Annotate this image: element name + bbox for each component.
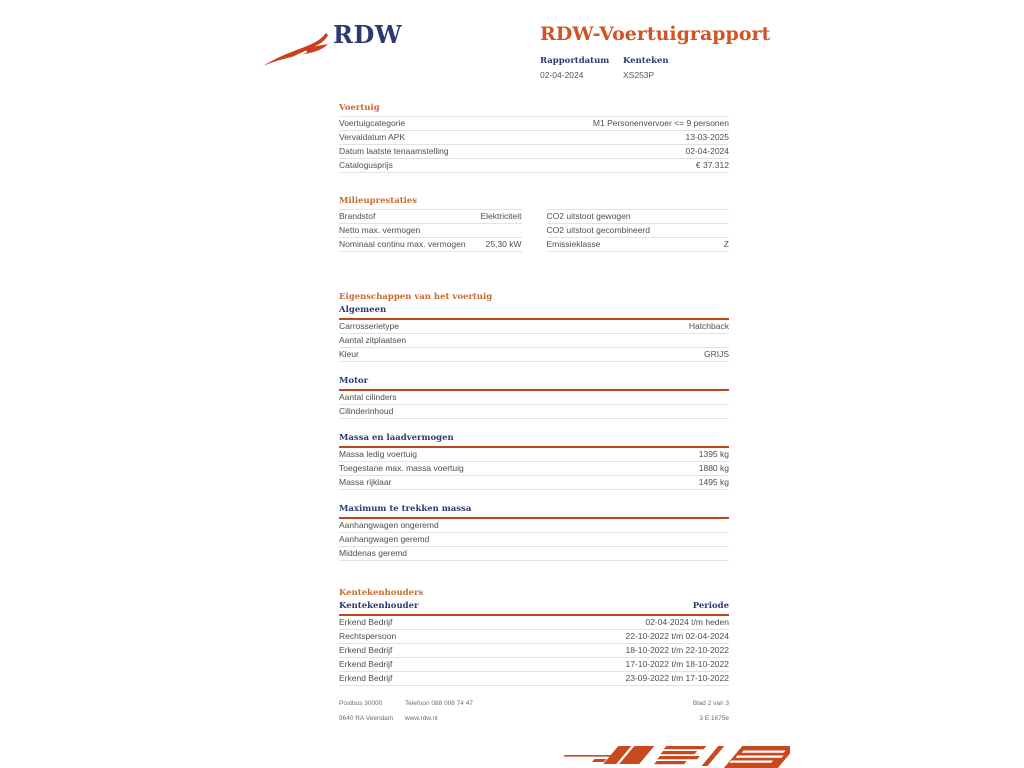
report-title: RDW-Voertuigrapport <box>540 23 771 45</box>
row-label: Vervaldatum APK <box>339 132 406 142</box>
table-row <box>339 117 729 131</box>
row-label: Kleur <box>339 349 359 359</box>
column-header-periode: Periode <box>692 601 729 611</box>
holder-periode: 02-04-2024 t/m heden <box>645 617 729 627</box>
row-label: Aantal cilinders <box>339 392 397 402</box>
section-milieuprestaties <box>339 196 729 252</box>
report-date-label: Rapportdatum <box>540 56 610 66</box>
table-row <box>339 533 729 547</box>
row-value: 02-04-2024 <box>685 146 729 156</box>
row-value: GRIJS <box>703 349 729 359</box>
milieu-left-table <box>339 209 522 252</box>
row-label: Emissieklasse <box>546 239 601 249</box>
kentekenhouders-table <box>339 616 729 686</box>
table-row <box>339 348 729 362</box>
table-row <box>339 476 729 490</box>
holder-name: Erkend Bedrijf <box>339 617 393 627</box>
report-date <box>540 56 623 80</box>
row-label: Catalogusprijs <box>339 160 393 170</box>
footer-row <box>339 700 729 707</box>
table-row <box>339 616 729 630</box>
footer-page-indicator: Blad 2 van 3 <box>692 700 729 707</box>
row-value: € 37.312 <box>695 160 729 170</box>
row-label: CO2 uitstoot gecombineerd <box>546 225 650 235</box>
milieu-columns <box>339 209 729 252</box>
holder-name: Erkend Bedrijf <box>339 659 393 669</box>
subsection-massa <box>339 433 729 490</box>
table-row <box>547 224 730 238</box>
row-label: Massa rijklaar <box>339 477 392 487</box>
holder-periode: 17-10-2022 t/m 18-10-2022 <box>625 659 729 669</box>
row-label: Massa ledig voertuig <box>339 449 417 459</box>
license-plate-label: Kenteken <box>623 56 669 66</box>
holder-periode: 23-09-2022 t/m 17-10-2022 <box>625 673 729 683</box>
row-label: Voertuigcategorie <box>339 118 406 128</box>
row-label: Netto max. vermogen <box>339 225 421 235</box>
column-header-kentekenhouder: Kentekenhouder <box>339 601 419 611</box>
row-value: 1495 kg <box>698 477 729 487</box>
table-row <box>339 224 522 238</box>
subsection-algemeen <box>339 305 729 362</box>
holder-periode: 18-10-2022 t/m 22-10-2022 <box>625 645 729 655</box>
row-label: Aanhangwagen ongeremd <box>339 520 439 530</box>
trekken-table <box>339 519 729 561</box>
section-kentekenhouders <box>339 588 729 686</box>
row-value: M1 Personenvervoer <= 9 personen <box>592 118 729 128</box>
footer-phone: Telefoon 088 008 74 47 <box>405 700 473 707</box>
motor-table <box>339 391 729 419</box>
algemeen-table <box>339 320 729 362</box>
row-label: Aantal zitplaatsen <box>339 335 407 345</box>
holder-name: Erkend Bedrijf <box>339 673 393 683</box>
table-row <box>339 334 729 348</box>
table-row <box>547 238 730 252</box>
holder-name: Rechtspersoon <box>339 631 397 641</box>
footer-doc-code: 3 E 1675e <box>699 715 729 722</box>
table-row <box>339 405 729 419</box>
subsection-title-trekken: Maximum te trekken massa <box>339 504 729 519</box>
page-footer <box>339 700 729 730</box>
section-title-kentekenhouders: Kentekenhouders <box>339 588 424 598</box>
row-value: 1395 kg <box>698 449 729 459</box>
license-plate-value: XS253P <box>623 70 655 80</box>
table-row <box>339 658 729 672</box>
subsection-trekken <box>339 504 729 561</box>
section-title-eigenschappen: Eigenschappen van het voertuig <box>339 292 493 302</box>
table-row <box>339 210 522 224</box>
table-row <box>547 210 730 224</box>
subsection-title-algemeen: Algemeen <box>339 305 729 320</box>
table-row <box>339 672 729 686</box>
license-plate <box>623 56 706 80</box>
row-value: Elektriciteit <box>480 211 522 221</box>
row-label: CO2 uitstoot gewogen <box>546 211 631 221</box>
subsection-title-motor: Motor <box>339 376 729 391</box>
subsection-motor <box>339 376 729 419</box>
row-label: Nominaal continu max. vermogen <box>339 239 466 249</box>
table-row <box>339 448 729 462</box>
table-row <box>339 547 729 561</box>
row-label: Brandstof <box>339 211 376 221</box>
holder-name: Erkend Bedrijf <box>339 645 393 655</box>
row-label: Datum laatste tenaamstelling <box>339 146 449 156</box>
milieu-right-table <box>547 209 730 252</box>
row-value: 13-03-2025 <box>685 132 729 142</box>
footer-postbus: Postbus 30000 <box>339 700 383 707</box>
footer-city: 9640 RA Veendam <box>339 715 394 722</box>
section-title-milieuprestaties: Milieuprestaties <box>339 196 418 206</box>
table-row <box>339 145 729 159</box>
table-row <box>339 159 729 173</box>
section-eigenschappen <box>339 292 729 561</box>
table-row <box>339 131 729 145</box>
row-label: Carrosserietype <box>339 321 399 331</box>
table-row <box>339 238 522 252</box>
report-date-value: 02-04-2024 <box>540 70 584 80</box>
footer-website: www.rdw.nl <box>405 715 438 722</box>
table-row <box>339 644 729 658</box>
row-label: Middenas geremd <box>339 548 408 558</box>
report-meta <box>540 56 706 80</box>
row-value: 1880 kg <box>698 463 729 473</box>
row-value: Hatchback <box>688 321 729 331</box>
voertuig-table <box>339 116 729 173</box>
table-row <box>339 391 729 405</box>
rdw-wordmark: RDW <box>333 20 403 49</box>
row-value: 25,30 kW <box>485 239 522 249</box>
table-row <box>339 630 729 644</box>
section-title-voertuig: Voertuig <box>339 103 380 113</box>
letterhead-stripes-icon <box>548 744 790 768</box>
table-row <box>339 462 729 476</box>
row-label: Aanhangwagen geremd <box>339 534 430 544</box>
section-voertuig <box>339 103 729 173</box>
report-body <box>339 103 729 686</box>
row-value: Z <box>723 239 729 249</box>
row-label: Toegestane max. massa voertuig <box>339 463 464 473</box>
table-row <box>339 519 729 533</box>
subsection-title-massa: Massa en laadvermogen <box>339 433 729 448</box>
rdw-logo-icon <box>262 29 332 69</box>
kentekenhouders-header-row <box>339 601 729 616</box>
row-label: Cilinderinhoud <box>339 406 394 416</box>
table-row <box>339 320 729 334</box>
massa-table <box>339 448 729 490</box>
holder-periode: 22-10-2022 t/m 02-04-2024 <box>625 631 729 641</box>
footer-row <box>339 715 729 722</box>
